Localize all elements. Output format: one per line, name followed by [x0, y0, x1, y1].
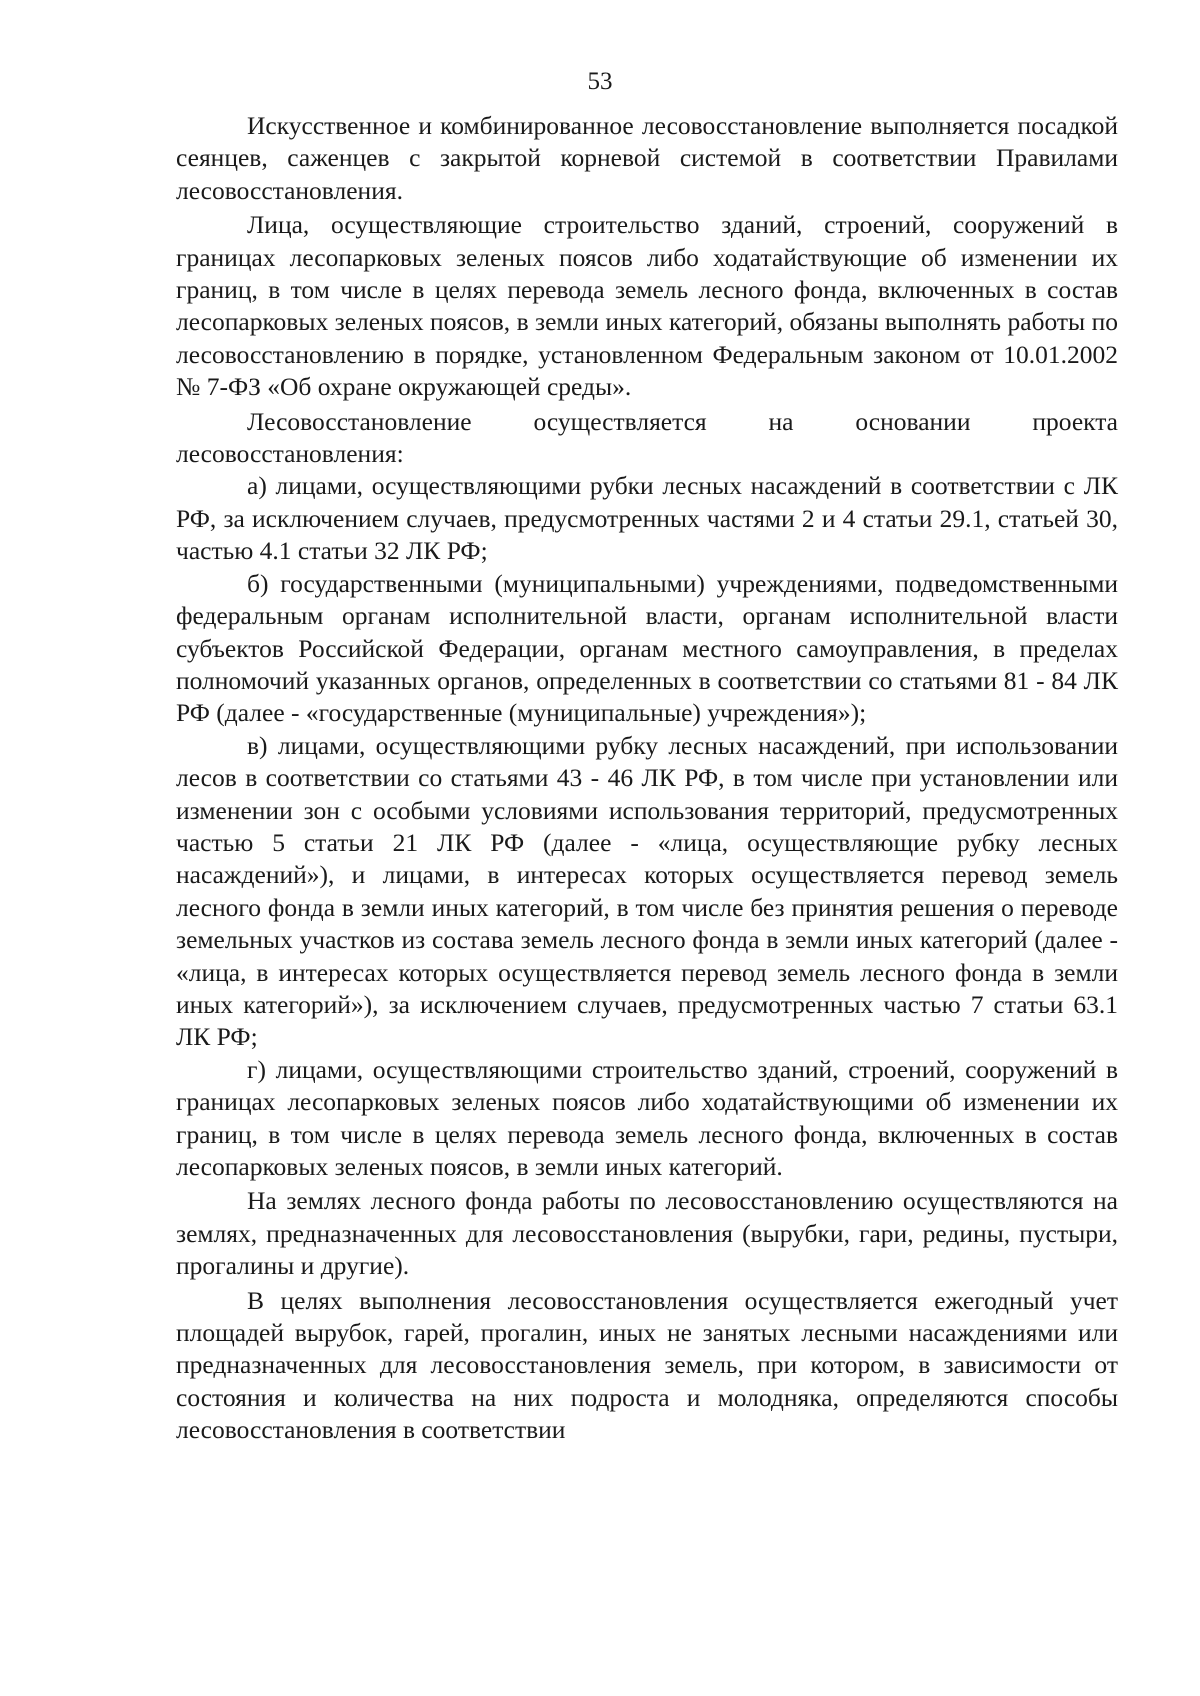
- paragraph-reforestation-basis: Лесовосстановление осуществляется на основании проекта лесовосстановления:: [176, 406, 1118, 469]
- list-item-g: г) лицами, осуществляющими строительство зданий, строений, сооружений в границах лесопарковых зеленых поясов либо ходатайствующими об изменении их границ, в том числе в целях перевода земель лесного фонда, включенных в состав лесопарковых зеленых поясов, в земли иных категорий.: [176, 1054, 1118, 1181]
- document-body: [176, 110, 1118, 1447]
- list-item-a: а) лицами, осуществляющими рубки лесных насаждений в соответствии с ЛК РФ, за исключением случаев, предусмотренных частями 2 и 4 статьи 29.1, статьей 30, частью 4.1 статьи 32 ЛК РФ;: [176, 471, 1118, 566]
- paragraph-annual-accounting: В целях выполнения лесовосстановления осуществляется ежегодный учет площадей вырубок, гарей, прогалин, иных не занятых лесными насаждениями или предназначенных для лесовосстановления земель, при котором, в зависимости от состояния и количества на них подроста и молодняка, определяются способы лесовосстановления в соответствии: [176, 1285, 1118, 1445]
- paragraph-artificial-reforestation: Искусственное и комбинированное лесовосстановление выполняется посадкой сеянцев, саженцев с закрытой корневой системой в соответствии Правилами лесовосстановления.: [176, 111, 1118, 205]
- paragraph-forest-fund-lands: На землях лесного фонда работы по лесовосстановлению осуществляются на землях, предназначенных для лесовосстановления (вырубки, гари, редины, пустыри, прогалины и другие).: [176, 1186, 1118, 1281]
- list-item-b: б) государственными (муниципальными) учреждениями, подведомственными федеральным органам исполнительной власти, органам исполнительной власти субъектов Российской Федерации, органам местного самоуправления, в пределах полномочий указанных органов, определенных в соответствии со статьями 81 - 84 ЛК РФ (далее - «государственные (муниципальные) учреждения»);: [176, 568, 1118, 728]
- paragraph-construction-persons: Лица, осуществляющие строительство зданий, строений, сооружений в границах лесопарковых зеленых поясов либо ходатайствующие об изменении их границ, в том числе в целях перевода земель лесного фонда, включенных в состав лесопарковых зеленых поясов, в земли иных категорий, обязаны выполнять работы по лесовосстановлению в порядке, установленном Федеральным законом от 10.01.2002 № 7-ФЗ «Об охране окружающей среды».: [176, 210, 1118, 402]
- list-item-v: в) лицами, осуществляющими рубку лесных насаждений, при использовании лесов в соответствии со статьями 43 - 46 ЛК РФ, в том числе при установлении или изменении зон с особыми условиями использования территорий, предусмотренных частью 5 статьи 21 ЛК РФ (далее - «лица, осуществляющие рубку лесных насаждений»), и лицами, в интересах которых осуществляется перевод земель лесного фонда в земли иных категорий, в том числе без принятия решения о переводе земельных участков из состава земель лесного фонда в земли иных категорий (далее - «лица, в интересах которых осуществляется перевод земель лесного фонда в земли иных категорий»), за исключением случаев, предусмотренных частью 7 статьи 63.1 ЛК РФ;: [176, 730, 1118, 1052]
- page-number: 53: [587, 68, 613, 95]
